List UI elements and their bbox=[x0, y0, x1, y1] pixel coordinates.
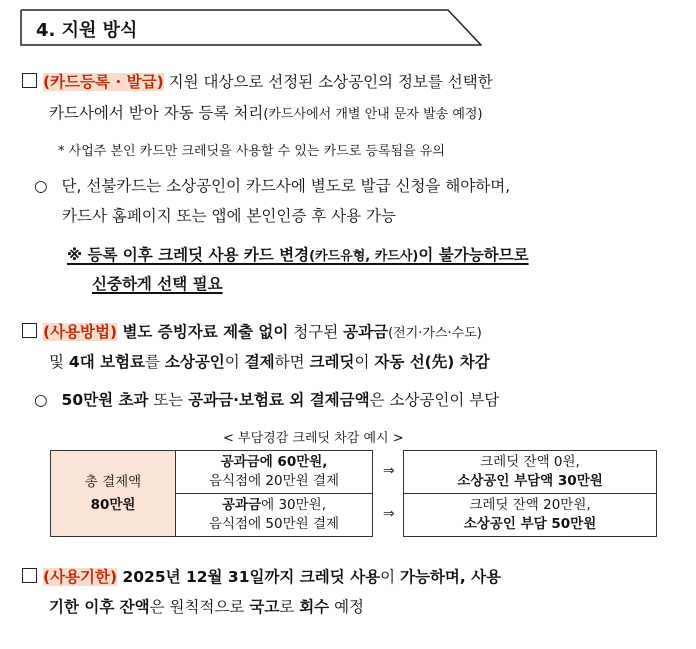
section-header bbox=[20, 9, 482, 46]
circle-bullet-icon: ○ bbox=[34, 391, 48, 409]
usage-text: 및 bbox=[49, 353, 69, 371]
usage-text: 이 bbox=[354, 353, 375, 371]
utility-label: 공과금 bbox=[221, 497, 262, 513]
usage-text: 결제 bbox=[244, 353, 275, 371]
card-line-1 bbox=[22, 70, 493, 92]
period-text: 기한 이후 잔액 bbox=[49, 598, 150, 616]
total-value: 80만원 bbox=[90, 496, 136, 513]
utility-amount: 에 30만원, bbox=[261, 497, 326, 513]
period-text: 은 원칙적으로 bbox=[149, 598, 250, 616]
restaurant-text: 음식점에 50만원 결제 bbox=[208, 516, 340, 532]
usage-sub-line bbox=[34, 388, 499, 410]
warning-text-c: 이 불가능하므로 bbox=[418, 246, 529, 264]
example-row1-result bbox=[403, 450, 657, 494]
example-title: < 부담경감 크레딧 차감 예시 > bbox=[223, 431, 404, 446]
period-text: 2025년 12월 31일까지 크레딧 사용 bbox=[117, 568, 381, 586]
arrow-icon: ⇒ bbox=[383, 506, 395, 522]
prepaid-line-2: 카드사 홈페이지 또는 앱에 본인인증 후 사용 가능 bbox=[62, 207, 396, 225]
period-text: 예정 bbox=[329, 598, 365, 616]
card-line-2 bbox=[49, 101, 483, 123]
usage-line-1 bbox=[22, 320, 482, 342]
credit-balance: 크레딧 잔액 20만원, bbox=[469, 497, 591, 513]
usage-text: 를 bbox=[144, 353, 165, 371]
usage-text: 청구된 bbox=[288, 323, 344, 341]
period-line-2 bbox=[49, 595, 364, 617]
owner-burden: 소상공인 부담 50만원 bbox=[463, 516, 597, 532]
checkbox-icon bbox=[22, 323, 37, 338]
usage-text: 크레딧 bbox=[309, 353, 355, 371]
card-tag: (카드등록 · 발급) bbox=[43, 73, 164, 91]
total-payment-cell bbox=[50, 450, 176, 537]
card-line2-note: (카드사에서 개별 안내 문자 발송 예정) bbox=[263, 107, 483, 122]
checkbox-icon bbox=[22, 73, 37, 88]
usage-sub-text: 은 소상공인이 부담 bbox=[369, 391, 500, 409]
period-text: 가능 bbox=[399, 568, 430, 586]
warning-line-2 bbox=[92, 272, 223, 294]
usage-sub-text: 50만원 초과 bbox=[61, 391, 149, 409]
usage-text: 별도 증빙자료 제출 없이 bbox=[117, 323, 289, 341]
usage-sub-text: 공과금·보험료 외 결제금액 bbox=[188, 391, 370, 409]
checkbox-icon bbox=[22, 568, 37, 583]
period-text: 이 bbox=[380, 568, 400, 586]
total-label: 총 결제액 bbox=[84, 473, 142, 490]
circle-bullet-icon: ○ bbox=[34, 177, 48, 195]
card-line1-text: 지원 대상으로 선정된 소상공인의 정보를 선택한 bbox=[163, 73, 493, 91]
arrow-icon: ⇒ bbox=[383, 463, 395, 479]
prepaid-text-1: 단, 선불카드는 소상공인이 카드사에 별도로 발급 신청을 해야하며, bbox=[61, 177, 511, 195]
usage-text: (전기·가스·수도) bbox=[388, 326, 482, 341]
usage-tag: (사용방법) bbox=[43, 323, 118, 341]
utility-amount: 에 60만원, bbox=[259, 454, 328, 470]
prepaid-line-1 bbox=[34, 174, 510, 196]
usage-line-2 bbox=[49, 350, 490, 372]
usage-text: 하면 bbox=[274, 353, 310, 371]
utility-label: 공과금 bbox=[220, 454, 260, 470]
usage-text: 이 bbox=[224, 353, 245, 371]
period-text: 회수 bbox=[299, 598, 330, 616]
warning-line-1 bbox=[67, 243, 529, 265]
period-tag: (사용기한) bbox=[43, 568, 118, 586]
usage-text: 4대 보험료 bbox=[68, 353, 145, 371]
credit-balance: 크레딧 잔액 0원, bbox=[480, 454, 580, 470]
example-row2-mid bbox=[175, 493, 373, 537]
period-text: 국고 bbox=[249, 598, 280, 616]
example-row1-mid bbox=[175, 450, 373, 494]
section-title: 4. 지원 방식 bbox=[36, 20, 138, 41]
card-line2-text: 카드사에서 받아 자동 등록 처리 bbox=[49, 104, 264, 122]
period-text: 하며, 사용 bbox=[429, 568, 502, 586]
restaurant-text: 음식점에 20만원 결제 bbox=[208, 473, 340, 489]
usage-text: 자동 선(先) 차감 bbox=[374, 353, 490, 371]
period-line-1 bbox=[22, 565, 501, 587]
usage-sub-text: 또는 bbox=[148, 391, 189, 409]
example-row2-result bbox=[403, 493, 657, 537]
card-note: * 사업주 본인 카드만 크레딧을 사용할 수 있는 카드로 등록됨을 유의 bbox=[58, 144, 445, 159]
usage-text: 소상공인 bbox=[164, 353, 225, 371]
warning-text-2: 신중하게 선택 필요 bbox=[92, 275, 223, 293]
usage-text: 공과금 bbox=[343, 323, 389, 341]
warning-text-b: (카드유형, 카드사) bbox=[309, 249, 419, 264]
period-text: 로 bbox=[279, 598, 300, 616]
owner-burden: 소상공인 부담액 30만원 bbox=[457, 473, 603, 489]
warning-text-a: ※ 등록 이후 크레딧 사용 카드 변경 bbox=[67, 246, 310, 264]
